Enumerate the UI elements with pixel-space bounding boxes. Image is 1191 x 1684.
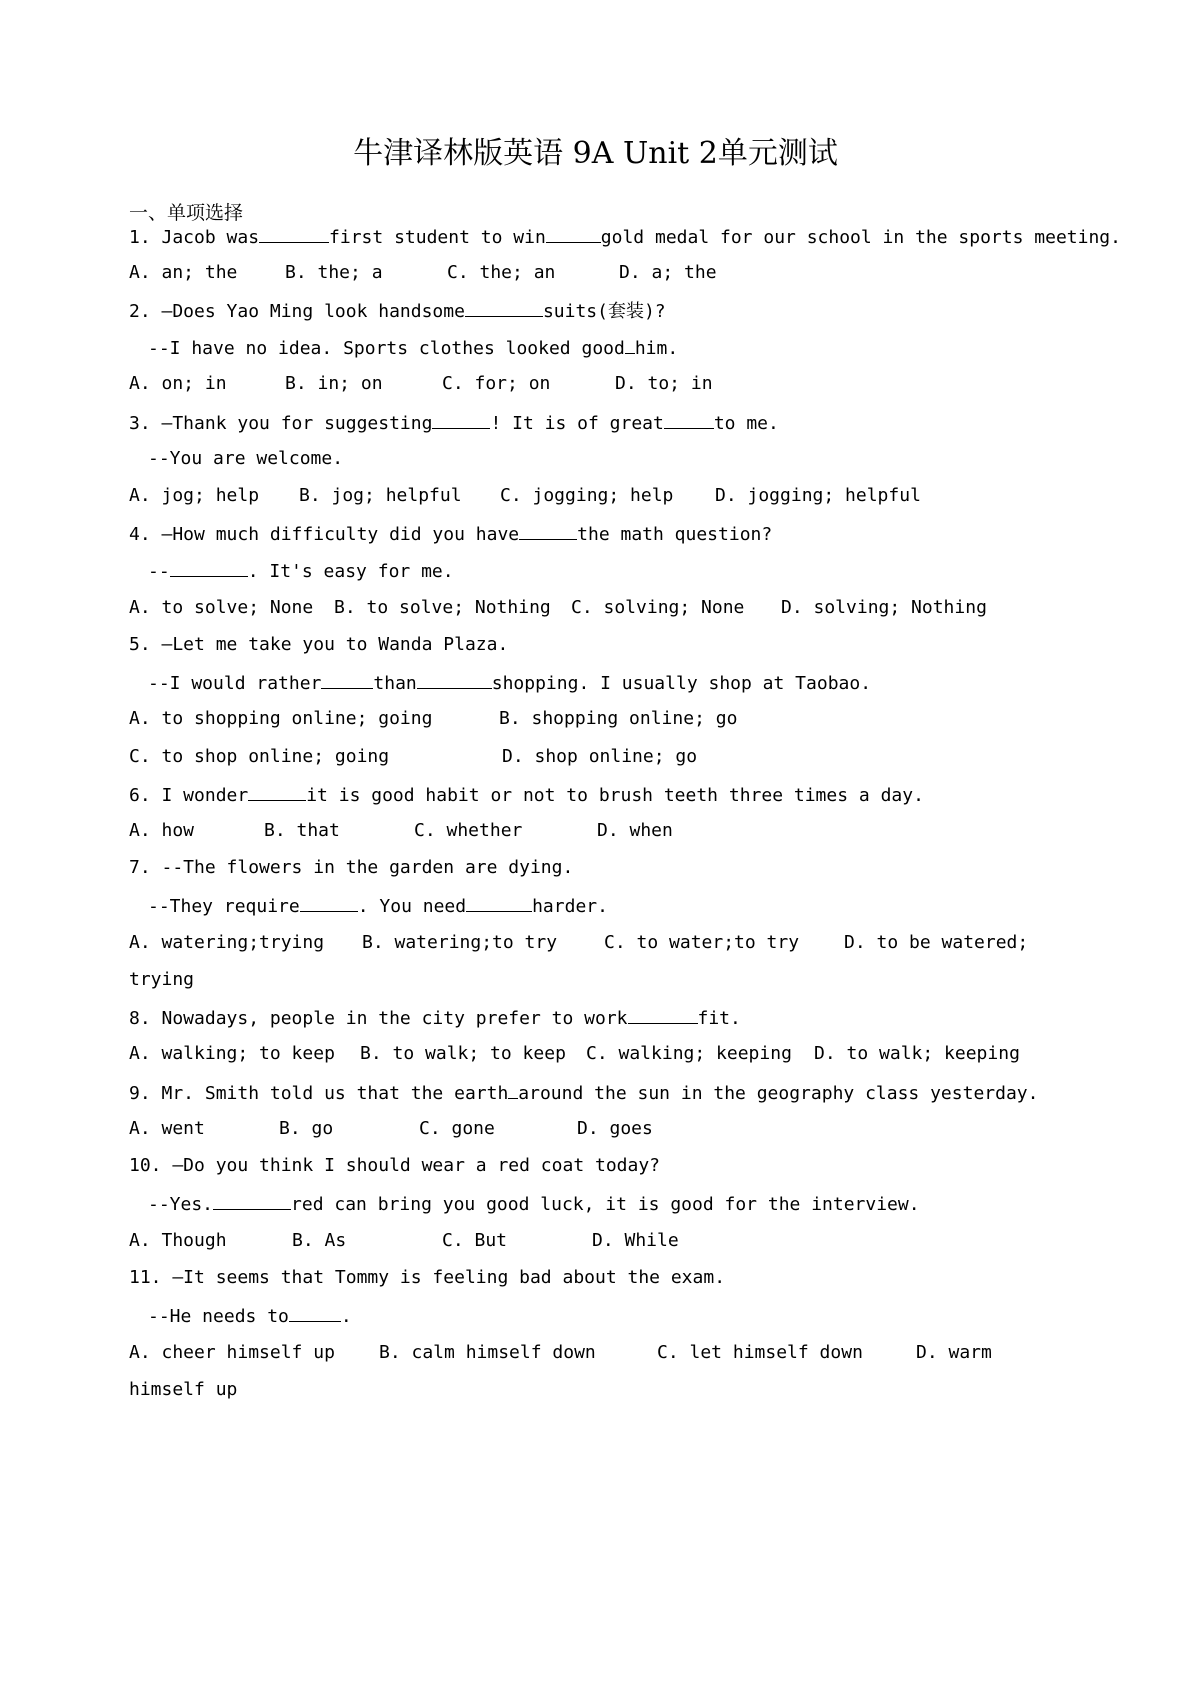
option: C. for; on: [442, 373, 551, 394]
question-5-stem: [129, 633, 1131, 657]
question-text: than: [373, 673, 417, 694]
option: D. goes: [577, 1118, 653, 1139]
option: B. watering;to try: [362, 932, 558, 953]
option: C. solving; None: [571, 597, 745, 618]
answer-blank: [546, 224, 601, 243]
answer-blank: [170, 558, 248, 577]
option: B. shopping online; go: [499, 708, 738, 729]
option: C. whether: [414, 820, 523, 841]
question-text: 6. I wonder: [129, 785, 249, 806]
option: A. went: [129, 1118, 205, 1139]
option: B. As: [292, 1230, 347, 1251]
option: C. But: [442, 1230, 508, 1251]
option: B. to solve; Nothing: [334, 597, 551, 618]
question-text: the math question?: [577, 524, 773, 545]
answer-blank: [664, 410, 714, 429]
question-text: 9. Mr. Smith told us that the earth: [129, 1083, 509, 1104]
question-9-stem: [129, 1080, 1131, 1106]
question-text: --: [148, 561, 170, 582]
question-text: 1. Jacob was: [129, 227, 260, 248]
option: A. watering;trying: [129, 932, 325, 953]
answer-blank: [259, 224, 329, 243]
option: A. to shopping online; going: [129, 708, 433, 729]
answer-blank: [519, 521, 577, 540]
question-8-stem: [129, 1005, 1131, 1031]
section-heading: 一、单项选择: [129, 202, 244, 224]
option: A. an; the: [129, 262, 238, 283]
question-text: . You need: [357, 896, 467, 917]
question-10-stem-line-2: [148, 1191, 1131, 1217]
option: B. calm himself down: [379, 1342, 596, 1363]
question-text: 7. --The flowers in the garden are dying.: [129, 857, 574, 878]
option: C. let himself down: [657, 1342, 863, 1363]
question-text: --I would rather: [148, 673, 322, 694]
option: A. on; in: [129, 373, 227, 394]
option: A. to solve; None: [129, 597, 314, 618]
question-text: 8. Nowadays, people in the city prefer to work: [129, 1008, 628, 1029]
option: C. jogging; help: [500, 485, 674, 506]
option: D. to walk; keeping: [814, 1043, 1020, 1064]
option: D. jogging; helpful: [715, 485, 921, 506]
answer-blank: [289, 1303, 341, 1322]
question-10-stem: [129, 1154, 1131, 1178]
question-text: .: [340, 1306, 352, 1327]
option: A. Though: [129, 1230, 227, 1251]
question-3-stem-line-2: [148, 447, 1131, 471]
option: C. to water;to try: [604, 932, 800, 953]
option: D. to be watered;: [844, 932, 1029, 953]
question-text: to me.: [713, 413, 779, 434]
question-7-stem-line-2: [148, 893, 1131, 919]
question-text: harder.: [532, 896, 608, 917]
question-text: --He needs to: [148, 1306, 289, 1327]
option: A. walking; to keep: [129, 1043, 335, 1064]
answer-blank: [508, 1080, 518, 1099]
answer-blank: [417, 670, 492, 689]
answer-blank: [300, 893, 358, 912]
option: B. to walk; to keep: [360, 1043, 566, 1064]
question-2-stem-line-2: [148, 335, 1131, 361]
option: C. gone: [419, 1118, 495, 1139]
question-text: ! It is of great: [490, 413, 664, 434]
question-text: --You are welcome.: [148, 448, 344, 469]
answer-blank: [625, 335, 635, 354]
option: D. to; in: [615, 373, 713, 394]
question-text: gold medal for our school in the sports meeting.: [600, 227, 1121, 248]
question-text: --Yes.: [148, 1194, 214, 1215]
question-text: first student to win: [329, 227, 546, 248]
option: B. the; a: [285, 262, 383, 283]
answer-blank: [628, 1005, 698, 1024]
option: A. jog; help: [129, 485, 260, 506]
question-7-options-line-2: [129, 968, 1131, 992]
question-text: . It's easy for me.: [247, 561, 454, 582]
option: D. warm: [916, 1342, 992, 1363]
question-text: shopping. I usually shop at Taobao.: [491, 673, 872, 694]
answer-blank: [466, 893, 532, 912]
question-2-stem: [129, 298, 1131, 324]
answer-blank: [248, 782, 306, 801]
option: B. that: [264, 820, 340, 841]
question-1-stem: [129, 224, 1131, 250]
option: C. the; an: [447, 262, 556, 283]
question-7-stem: [129, 856, 1131, 880]
option: A. cheer himself up: [129, 1342, 335, 1363]
option: B. go: [279, 1118, 334, 1139]
question-3-stem: [129, 410, 1131, 436]
answer-blank: [213, 1191, 291, 1210]
answer-blank: [321, 670, 373, 689]
question-text: 2. —Does Yao Ming look handsome: [129, 301, 465, 322]
question-text: suits(套装)?: [542, 301, 666, 322]
answer-blank: [465, 298, 543, 317]
question-text: --I have no idea. Sports clothes looked good: [148, 338, 625, 359]
question-4-stem: [129, 521, 1131, 547]
question-text: red can bring you good luck, it is good for the interview.: [291, 1194, 920, 1215]
question-text: 3. —Thank you for suggesting: [129, 413, 433, 434]
question-text: around the sun in the geography class yesterday.: [518, 1083, 1039, 1104]
option: C. to shop online; going: [129, 746, 390, 767]
question-11-options-line-2: [129, 1378, 1131, 1402]
question-text: it is good habit or not to brush teeth three times a day.: [306, 785, 924, 806]
question-text: him.: [634, 338, 679, 359]
option: B. in; on: [285, 373, 383, 394]
answer-blank: [432, 410, 490, 429]
option: B. jog; helpful: [299, 485, 462, 506]
question-text: 4. —How much difficulty did you have: [129, 524, 520, 545]
option: D. when: [597, 820, 673, 841]
question-11-stem: [129, 1266, 1131, 1290]
option: D. solving; Nothing: [781, 597, 987, 618]
option: D. a; the: [619, 262, 717, 283]
option: D. While: [592, 1230, 679, 1251]
page-title: 牛津译林版英语 9A Unit 2单元测试: [353, 136, 838, 171]
option: A. how: [129, 820, 195, 841]
question-text: fit.: [697, 1008, 741, 1029]
option-continued: himself up: [129, 1379, 238, 1400]
option: D. shop online; go: [502, 746, 698, 767]
question-4-stem-line-2: [148, 558, 1131, 584]
option-continued: trying: [129, 969, 195, 990]
question-11-stem-line-2: [148, 1303, 1131, 1329]
question-text: --They require: [148, 896, 300, 917]
question-text: 11. —It seems that Tommy is feeling bad about the exam.: [129, 1267, 726, 1288]
question-6-stem: [129, 782, 1131, 808]
option: C. walking; keeping: [586, 1043, 792, 1064]
question-5-stem-line-2: [148, 670, 1131, 696]
question-text: 10. —Do you think I should wear a red coat today?: [129, 1155, 661, 1176]
question-text: 5. —Let me take you to Wanda Plaza.: [129, 634, 509, 655]
